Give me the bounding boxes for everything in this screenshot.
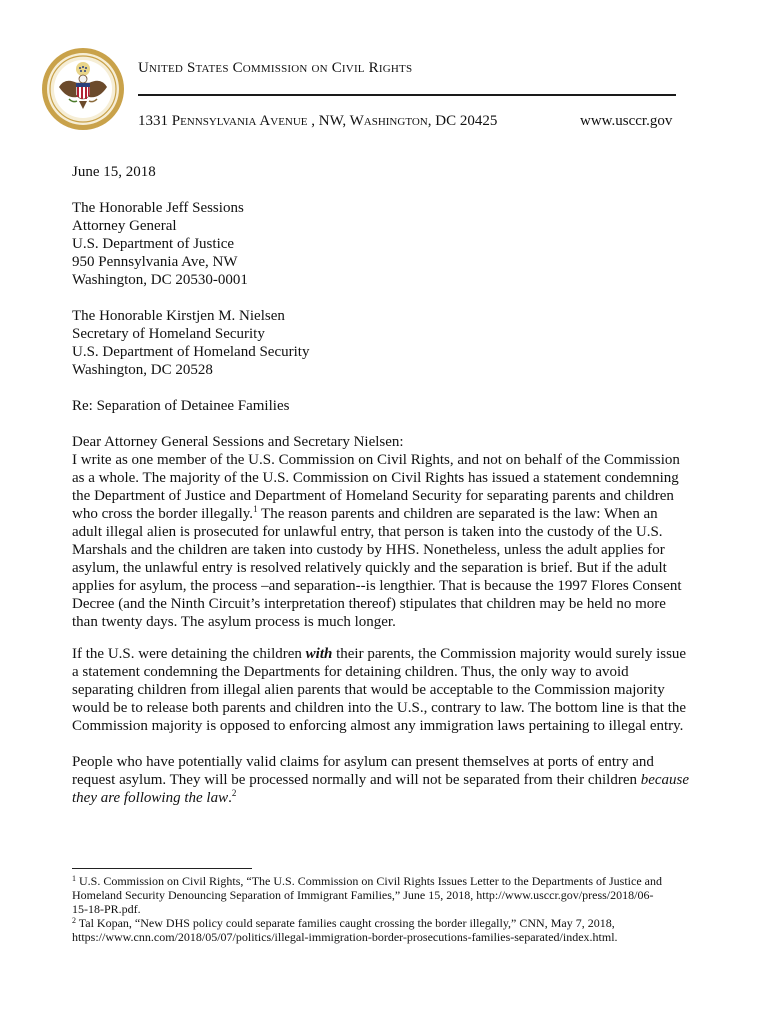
footnote-text: Tal Kopan, “New DHS policy could separate families caught crossing the border illegally,” CNN, May 7, 2018,: [76, 916, 615, 930]
paragraph-line: separating children from illegal alien parents that would be acceptable to the Commission majority: [72, 682, 665, 698]
footnote-2: [72, 916, 696, 930]
footnote-text: Homeland Security Denouncing Separation of Immigrant Families,” June 15, 2018, http://www.usccr.gov/press/2018/06-: [72, 888, 654, 902]
recipient-block-sessions: [72, 199, 692, 289]
commission-seal: [41, 47, 125, 131]
footnote-ref-2[interactable]: 2: [231, 788, 237, 798]
footnote-text: 15-18-PR.pdf.: [72, 902, 141, 916]
letterhead-divider: [138, 94, 676, 96]
paragraph-line: [72, 505, 692, 523]
paragraph-line: would be to release both parents and children into the U.S., contrary to law. The bottom line is that the: [72, 700, 687, 716]
footnote-divider: [72, 868, 252, 869]
paragraph-line: I write as one member of the U.S. Commission on Civil Rights, and not on behalf of the Commission: [72, 452, 680, 468]
paragraph-line: [72, 645, 692, 663]
footnote-link[interactable]: https://www.cnn.com/2018/05/07/politics/illegal-immigration-border-prosecutions-families-separated/index.html.: [72, 930, 618, 944]
paragraph-text: .: [228, 790, 232, 806]
footnote-marker: 1: [72, 874, 76, 883]
paragraph-line: a statement condemning the Departments for detaining children. Thus, the only way to avoid: [72, 664, 629, 680]
letter-date: June 15, 2018: [72, 164, 156, 180]
footnotes: [72, 874, 696, 944]
recipient-line: U.S. Department of Homeland Security: [72, 344, 310, 360]
paragraph-text: who cross the border illegally.: [72, 506, 254, 522]
salutation: Dear Attorney General Sessions and Secretary Nielsen:: [72, 434, 404, 450]
paragraph-3: [72, 753, 692, 807]
footnote-ref-1[interactable]: 1: [253, 504, 258, 514]
emphasis-text: because: [640, 772, 690, 788]
footnote-text: U.S. Commission on Civil Rights, “The U.S. Commission on Civil Rights Issues Letter to the Departments of Justice and: [76, 874, 662, 888]
paragraph-line: asylum, the unlawful entry is resolved relatively quickly and the separation is brief. But if the adult: [72, 560, 667, 576]
paragraph-line: applies for asylum, the process –and separation--is lengthier. That is because the 1997 Flores Consent: [72, 578, 682, 594]
paragraph-text: The reason parents and children are separated is the law: When an: [257, 506, 658, 522]
paragraph-text: their parents, the Commission majority would surely issue: [332, 646, 687, 662]
paragraph-text: If the U.S. were detaining the children: [72, 646, 306, 662]
paragraph-line: Marshals and the children are taken into custody by HHS. Nonetheless, unless the adult applies for: [72, 542, 665, 558]
recipient-block-nielsen: [72, 307, 692, 379]
recipient-line: Secretary of Homeland Security: [72, 326, 265, 342]
paragraph-line: than twenty days. The asylum process is much longer.: [72, 614, 396, 630]
paragraph-2: [72, 645, 692, 735]
paragraph-1: [72, 433, 692, 631]
recipient-line: U.S. Department of Justice: [72, 236, 235, 252]
paragraph-line: People who have potentially valid claims for asylum can present themselves at ports of entry and: [72, 754, 654, 770]
paragraph-text: request asylum. They will be processed normally and will not be separated from their children: [72, 772, 641, 788]
paragraph-line: Commission majority is opposed to enforcing almost any immigration laws pertaining to illegal entry.: [72, 718, 684, 734]
footnote-1: [72, 874, 696, 888]
paragraph-line: as a whole. The majority of the U.S. Commission on Civil Rights has issued a statement condemning: [72, 470, 679, 486]
org-name: United States Commission on Civil Rights: [138, 60, 413, 76]
great-seal-eagle-icon: [41, 47, 125, 131]
emphasis-text: they are following the law: [72, 790, 229, 806]
org-website-link[interactable]: www.usccr.gov: [580, 113, 673, 129]
recipient-line: 950 Pennsylvania Ave, NW: [72, 254, 238, 270]
paragraph-line: adult illegal alien is prosecuted for unlawful entry, that person is taken into the custody of the U.S.: [72, 524, 663, 540]
recipient-line: Washington, DC 20530-0001: [72, 272, 248, 288]
paragraph-line: [72, 789, 692, 807]
recipient-line: The Honorable Kirstjen M. Nielsen: [72, 308, 285, 324]
emphasis-text: with: [305, 646, 333, 662]
recipient-line: Attorney General: [72, 218, 177, 234]
footnote-marker: 2: [72, 916, 76, 925]
org-address: 1331 Pennsylvania Avenue , NW, Washington, DC 20425: [138, 113, 498, 129]
recipient-line: Washington, DC 20528: [72, 362, 213, 378]
paragraph-line: [72, 771, 692, 789]
paragraph-line: Decree (and the Ninth Circuit’s interpretation thereof) stipulates that children may be held no more: [72, 596, 666, 612]
paragraph-line: the Department of Justice and Department of Homeland Security for separating parents and children: [72, 488, 674, 504]
recipient-line: The Honorable Jeff Sessions: [72, 200, 244, 216]
subject-line: Re: Separation of Detainee Families: [72, 398, 290, 414]
